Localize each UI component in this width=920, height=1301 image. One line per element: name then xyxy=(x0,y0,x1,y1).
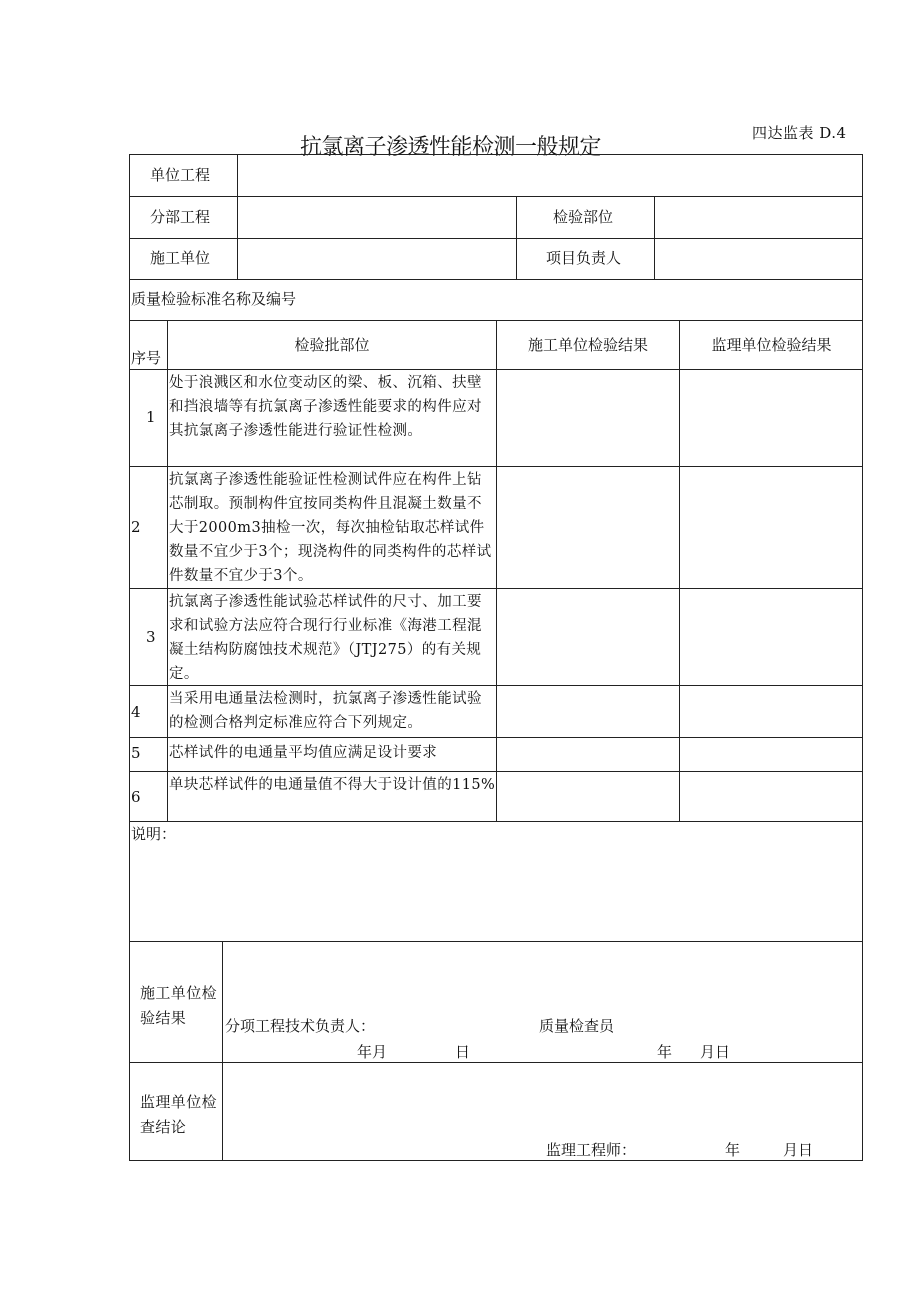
date-day-1: 日 xyxy=(455,1043,471,1061)
row-divider xyxy=(129,196,863,197)
row-divider xyxy=(129,821,863,822)
col-divider xyxy=(654,196,655,279)
col-header-supervisor-result: 监理单位检验结果 xyxy=(711,336,832,354)
row-text-6: 单块芯样试件的电通量值不得大于设计值的115% xyxy=(169,777,496,793)
notes-label: 说明： xyxy=(131,825,177,843)
row-text-5: 芯样试件的电通量平均值应满足设计要求 xyxy=(169,745,438,761)
row-seq-2: 2 xyxy=(131,518,141,536)
col-header-batch: 检验批部位 xyxy=(294,336,370,354)
unit-project-label: 单位工程 xyxy=(150,166,211,184)
row-seq-6: 6 xyxy=(131,788,141,806)
col-divider xyxy=(237,154,238,279)
project-leader-label: 项目负责人 xyxy=(546,249,622,267)
supervisor-engineer-label: 监理工程师： xyxy=(546,1141,637,1159)
date-year-month-1: 年月 xyxy=(357,1043,388,1061)
quality-inspector-label: 质量检查员 xyxy=(539,1017,615,1035)
col-divider xyxy=(679,320,680,821)
row-seq-1: 1 xyxy=(146,408,156,426)
row-text-1: 处于浪溅区和水位变动区的梁、板、沉箱、扶壁和挡浪墙等有抗氯离子渗透性能要求的构件应对其抗氯离子渗透性能进行验证性检测。 xyxy=(169,375,482,439)
standard-label: 质量检验标准名称及编号 xyxy=(131,290,297,308)
row-seq-4: 4 xyxy=(131,703,141,721)
date-year-2: 年 xyxy=(657,1043,673,1061)
date-month-day-2: 月日 xyxy=(700,1043,731,1061)
row-divider xyxy=(129,1062,863,1063)
row-text-4: 当采用电通量法检测时，抗氯离子渗透性能试验的检测合格判定标准应符合下列规定。 xyxy=(169,691,482,731)
col-divider xyxy=(516,196,517,279)
col-divider xyxy=(496,320,497,821)
supervisor-conclusion-label: 监理单位检查结论 xyxy=(140,1093,218,1136)
col-divider xyxy=(222,941,223,1161)
page-title: 抗氯离子渗透性能检测一般规定 xyxy=(300,135,602,160)
form-code: 四达监表 D.4 xyxy=(752,124,847,142)
tech-lead-label: 分项工程技术负责人： xyxy=(225,1017,376,1035)
row-seq-3: 3 xyxy=(146,628,156,646)
col-divider xyxy=(167,320,168,821)
row-seq-5: 5 xyxy=(131,744,141,762)
row-divider xyxy=(129,941,863,942)
row-divider xyxy=(129,238,863,239)
supervisor-date-month-day: 月日 xyxy=(783,1141,814,1159)
sub-project-label: 分部工程 xyxy=(150,208,211,226)
contractor-result-label: 施工单位检验结果 xyxy=(140,984,218,1027)
construction-unit-label: 施工单位 xyxy=(150,249,211,267)
inspection-part-label: 检验部位 xyxy=(553,208,614,226)
col-header-seq: 序号 xyxy=(131,349,162,367)
row-text-2: 抗氯离子渗透性能验证性检测试件应在构件上钻芯制取。预制构件宜按同类构件且混凝土数量不大于2000m3抽检一次，每次抽检钻取芯样试件数量不宜少于3个；现浇构件的同类构件的芯样试件数量不宜少于3个。 xyxy=(169,472,492,584)
col-header-contractor-result: 施工单位检验结果 xyxy=(527,336,648,354)
row-text-3: 抗氯离子渗透性能试验芯样试件的尺寸、加工要求和试验方法应符合现行行业标准《海港工程混凝土结构防腐蚀技术规范》（JTJ275）的有关规定。 xyxy=(169,594,482,682)
supervisor-date-year: 年 xyxy=(725,1141,741,1159)
row-divider xyxy=(129,279,863,280)
